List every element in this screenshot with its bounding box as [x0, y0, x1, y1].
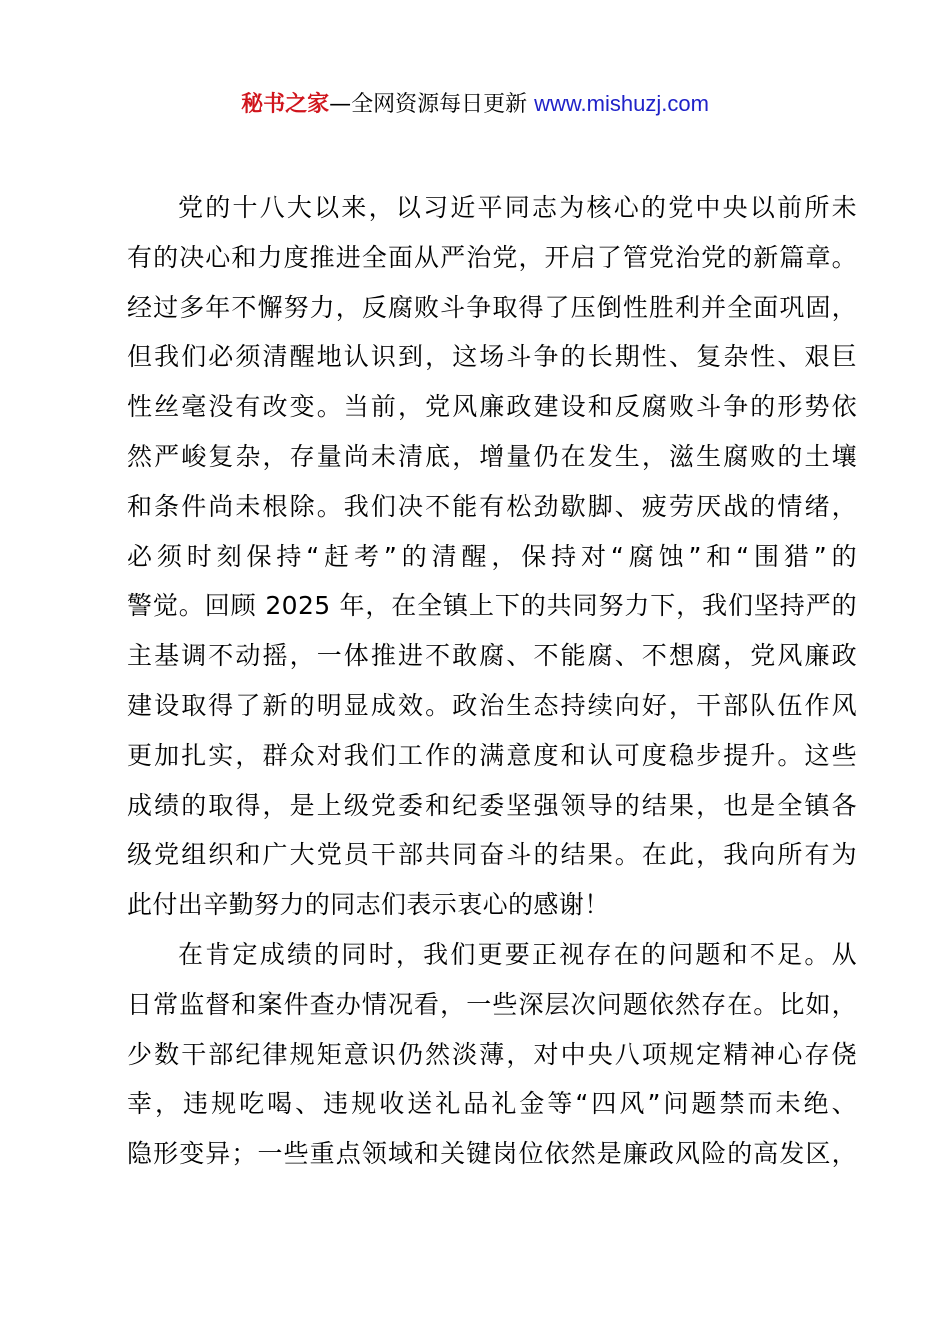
- text-line: 主基调不动摇，一体推进不敢腐、不能腐、不想腐，党风廉政: [127, 641, 857, 671]
- text-line: 必须时刻保持“赶考”的清醒，保持对“腐蚀”和“围猎”的: [127, 541, 857, 571]
- text-line: 性丝毫没有改变。当前，党风廉政建设和反腐败斗争的形势依: [127, 392, 857, 422]
- site-url-link[interactable]: www.mishuzj.com: [534, 91, 709, 116]
- text-line: 但我们必须清醒地认识到，这场斗争的长期性、复杂性、艰巨: [127, 342, 857, 372]
- text-line: 更加扎实，群众对我们工作的满意度和认可度稳步提升。这些: [127, 740, 857, 770]
- site-tagline: —全网资源每日更新: [329, 92, 535, 117]
- text-line: 经过多年不懈努力，反腐败斗争取得了压倒性胜利并全面巩固，: [127, 292, 857, 322]
- paragraph-1: [127, 183, 857, 930]
- text-line: 此付出辛勤努力的同志们表示衷心的感谢！: [127, 890, 610, 920]
- site-header: [0, 88, 950, 121]
- text-line: 警觉。回顾 2025 年，在全镇上下的共同努力下，我们坚持严的: [127, 591, 857, 621]
- paragraph-2: [127, 930, 857, 1179]
- text-line: 幸，违规吃喝、违规收送礼品礼金等“四风”问题禁而未绝、: [127, 1089, 857, 1119]
- text-line: 隐形变异；一些重点领域和关键岗位依然是廉政风险的高发区，: [127, 1139, 857, 1169]
- text-line: 有的决心和力度推进全面从严治党，开启了管党治党的新篇章。: [127, 242, 857, 272]
- text-line: 和条件尚未根除。我们决不能有松劲歇脚、疲劳厌战的情绪，: [127, 491, 857, 521]
- text-line: 级党组织和广大党员干部共同奋斗的结果。在此，我向所有为: [127, 840, 857, 870]
- text-line: 日常监督和案件查办情况看，一些深层次问题依然存在。比如，: [127, 989, 857, 1019]
- text-line: 建设取得了新的明显成效。政治生态持续向好，干部队伍作风: [127, 690, 857, 720]
- text-line: 成绩的取得，是上级党委和纪委坚强领导的结果，也是全镇各: [127, 790, 857, 820]
- text-line: 少数干部纪律规矩意识仍然淡薄，对中央八项规定精神心存侥: [127, 1039, 857, 1069]
- text-line: 然严峻复杂，存量尚未清底，增量仍在发生，滋生腐败的土壤: [127, 441, 857, 471]
- text-line: 党的十八大以来，以习近平同志为核心的党中央以前所未: [178, 193, 857, 222]
- site-brand: 秘书之家: [241, 92, 330, 117]
- document-body: [127, 183, 857, 1179]
- text-line: 在肯定成绩的同时，我们更要正视存在的问题和不足。从: [178, 939, 857, 969]
